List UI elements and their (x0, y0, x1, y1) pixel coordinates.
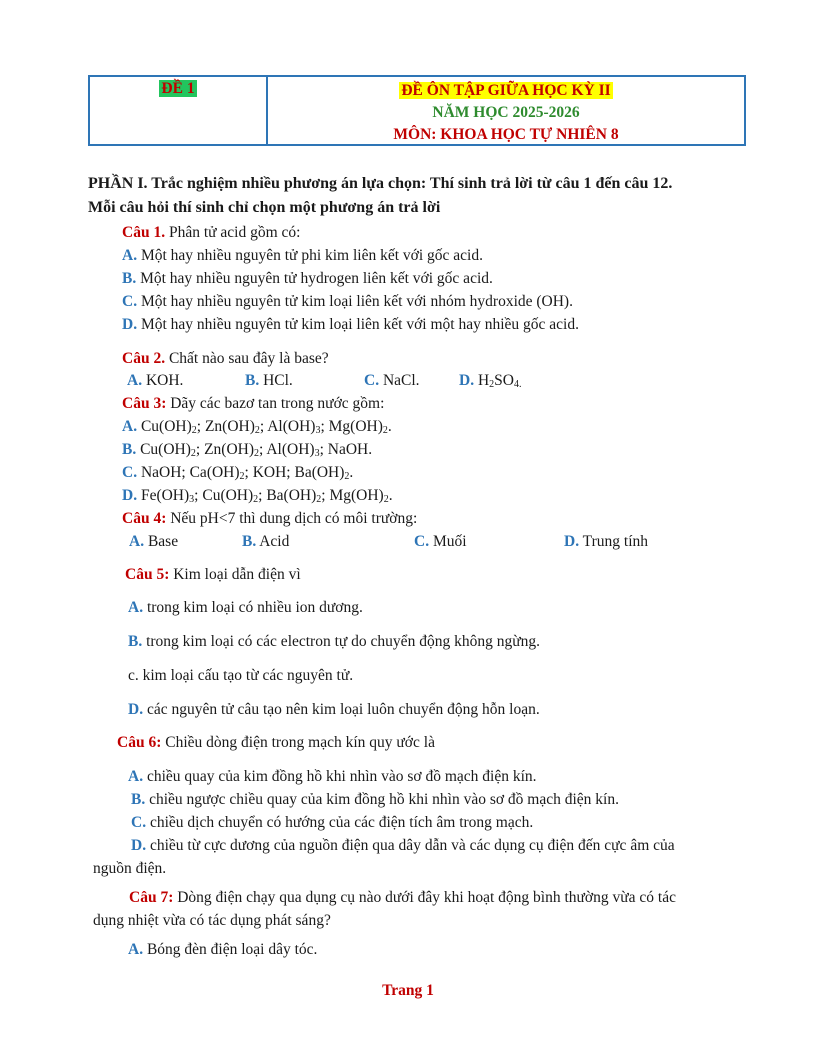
question-label: Câu 2. (122, 350, 166, 367)
question-6 (117, 733, 435, 753)
question-4 (122, 509, 417, 529)
q6-option-a: A. chiều quay của kim đồng hồ khi nhìn vào sơ đồ mạch điện kín. (128, 768, 537, 785)
q2-option-a: A. KOH. (127, 372, 184, 389)
q4-option-a: A. Base (129, 533, 179, 550)
q1-option-a: A. Một hay nhiều nguyên tử phi kim liên kết với gốc acid. (122, 247, 483, 264)
question-text: Nếu pH<7 thì dung dịch có môi trường: (166, 510, 418, 527)
question-text: Kim loại dẫn điện vì (169, 566, 301, 583)
q2-option-c: C. NaCl. (364, 372, 420, 389)
exam-title-cell (268, 77, 744, 144)
question-2 (122, 349, 329, 369)
question-label: Câu 6: (117, 734, 162, 751)
header-table (88, 75, 746, 146)
question-text: Dòng điện chạy qua dụng cụ nào dưới đây khi hoạt động bình thường vừa có tác (173, 889, 676, 906)
section-heading-line2: Mỗi câu hỏi thí sinh chỉ chọn một phương án trả lời (88, 199, 441, 216)
question-label: Câu 1. (122, 224, 166, 241)
q5-option-d: D. các nguyên tử câu tạo nên kim loại luôn chuyển động hỗn loạn. (128, 701, 540, 718)
q5-option-c: c. kim loại cấu tạo từ các nguyên tử. (128, 667, 354, 684)
q1-option-d: D. Một hay nhiều nguyên tử kim loại liên kết với một hay nhiều gốc acid. (122, 316, 579, 333)
q7-option-a: A. Bóng đèn điện loại dây tóc. (128, 941, 318, 958)
q4-option-d: D. Trung tính (564, 533, 648, 550)
q3-option-a: A. $Cu(OH)_2$; $Zn(OH)_2$; $Al(OH)_3$; $Mg(OH)_2$. (122, 418, 392, 436)
question-1 (122, 223, 300, 243)
section-heading-line1: PHẦN I. Trắc nghiệm nhiều phương án lựa chọn: Thí sinh trả lời từ câu 1 đến câu 12. (88, 175, 673, 192)
question-7-continued: dụng nhiệt vừa có tác dụng phát sáng? (93, 912, 331, 929)
question-label: Câu 4: (122, 510, 167, 527)
exam-title: ĐỀ ÔN TẬP GIỮA HỌC KỲ II (401, 82, 611, 99)
q3-option-b: B. $Cu(OH)_2$; $Zn(OH)_2$; $Al(OH)_3$; NaOH. (122, 441, 373, 459)
page-number: Trang 1 (382, 982, 434, 999)
q2-option-d: D. $H_2SO_{4.}$ (459, 372, 522, 390)
question-text: Dãy các bazơ tan trong nước gồm: (166, 395, 385, 412)
question-text: Chất nào sau đây là base? (165, 350, 329, 367)
school-year: NĂM HỌC 2025-2026 (432, 104, 580, 121)
question-label: Câu 5: (125, 566, 170, 583)
question-5 (125, 565, 301, 585)
question-7 (129, 888, 676, 908)
q6-option-d-continued: nguồn điện. (93, 860, 167, 877)
exam-code: ĐỀ 1 (161, 80, 195, 97)
q5-option-b: B. trong kim loại có các electron tự do chuyển động không ngừng. (128, 633, 540, 650)
q5-option-a: A. trong kim loại có nhiều ion dương. (128, 599, 363, 616)
question-text: Phân tử acid gồm có: (165, 224, 301, 241)
question-text: Chiều dòng điện trong mạch kín quy ước là (161, 734, 435, 751)
exam-code-cell (90, 77, 268, 144)
question-label: Câu 7: (129, 889, 174, 906)
q3-option-d: D. $Fe(OH)_3$; $Cu(OH)_2$; $Ba(OH)_2$; $Mg(OH)_2$. (122, 487, 393, 505)
question-3 (122, 394, 384, 414)
q2-option-b: B. HCl. (245, 372, 293, 389)
q6-option-c: C. chiều dịch chuyển có hướng của các điện tích âm trong mạch. (131, 814, 534, 831)
question-label: Câu 3: (122, 395, 167, 412)
q3-option-c: C. NaOH; $Ca(OH)_2$; KOH; $Ba(OH)_2$. (122, 464, 354, 482)
q6-option-d: D. chiều từ cực dương của nguồn điện qua dây dẫn và các dụng cụ điện đến cực âm của (131, 837, 675, 854)
q1-option-b: B. Một hay nhiều nguyên tử hydrogen liên kết với gốc acid. (122, 270, 493, 287)
q6-option-b: B. chiều ngược chiều quay của kim đồng hồ khi nhìn vào sơ đồ mạch điện kín. (131, 791, 619, 808)
q4-option-b: B. Acid (242, 533, 290, 550)
q4-option-c: C. Muối (414, 533, 467, 550)
q1-option-c: C. Một hay nhiều nguyên tử kim loại liên kết với nhóm hydroxide (OH). (122, 293, 573, 310)
subject: MÔN: KHOA HỌC TỰ NHIÊN 8 (393, 126, 619, 143)
